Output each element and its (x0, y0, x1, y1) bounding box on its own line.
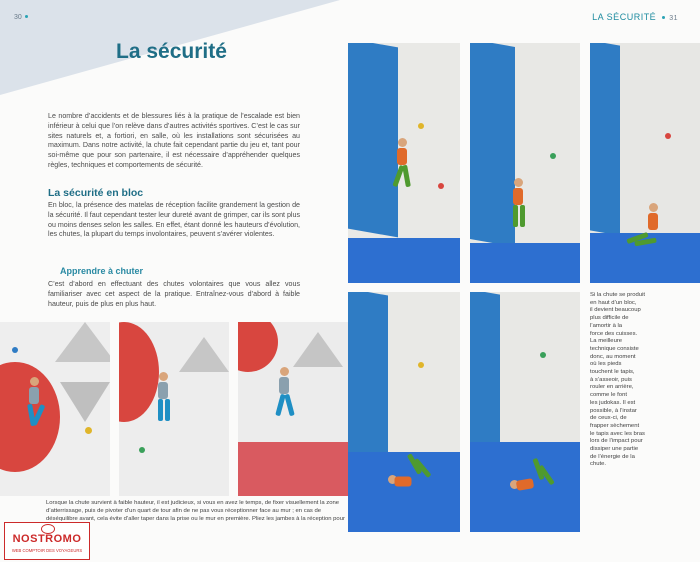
blue-wall (348, 43, 398, 237)
bottom-caption: Lorsque la chute survient à faible hauteur, il est judicieux, si vous en avez le temps, de fixer visuellement la zone d’atterrissage, puis de pivoter d’un quart de tour afin de ne pas vous réceptionner face au mur ; en cas de déséquilibre avant, cela évite d’aller taper dans la prise ou le mur en première. Pliez les jambes à la réception pour (46, 500, 345, 522)
photo-middle-2 (470, 292, 580, 532)
page-title: La sécurité (116, 40, 227, 63)
subsection-paragraph: C’est d’abord en effectuant des chutes volontaires que vous allez vous familiariser avec cet aspect de la pratique. Entraînez-vous d’abord à faible hauteur, puis de plus en plus haut. (48, 280, 300, 308)
subsection-heading: Apprendre à chuter (60, 266, 144, 276)
photo-middle-1 (348, 292, 460, 532)
section-paragraph: En bloc, la présence des matelas de réception facilite grandement la gestion de la sécurité. Il faut cependant tester leur dureté avant de grimper, car ils sont plus ou moins denses selon les salles. En effet, étant donné les hauteurs d’évolution, les chutes, la plupart du temps involontaires, peuvent s’avérer violentes. (48, 201, 300, 239)
photo-bottom-3 (238, 322, 348, 496)
intro-paragraph: Le nombre d’accidents et de blessures liés à la pratique de l’escalade est bien inférieur à celui que l’on relève dans d’autres activités sportives. C’est le cas sur sites naturels et, a fortiori, en salle, où les installations sont sécurisées au maximum. Dans notre activité, la chute fait cependant partie du jeu et, tant pour soi-même que pour son partenaire, il est nécessaire d’appréhender quelques règles, techniques et comportements de sécurité. (48, 112, 300, 169)
watermark-logo: NOSTROMO WEB COMPTOIR DES VOYAGEURS (4, 522, 90, 560)
side-caption: Si la chute se produit en haut d’un bloc, il devient beaucoup plus difficile de l’amortir à la force des cuisses. La meilleure technique consiste donc, au moment où les pieds touchent le tapis, à s’asseoir, puis rouler en arrière, comme le font les judokas. Il est possible, à l’instar de ceux-ci, de frapper sèchement le tapis avec les bras lors de l’impact pour dissiper une partie de l’énergie de la chute. (590, 292, 646, 468)
photo-top-1 (348, 43, 460, 283)
running-header: LA SÉCURITÉ 31 (592, 12, 678, 22)
photo-top-2 (470, 43, 580, 283)
photo-bottom-1 (0, 322, 110, 496)
left-page-number: 30 (14, 14, 31, 21)
section-heading: La sécurité en bloc (48, 187, 144, 199)
red-mat (238, 442, 348, 496)
blue-mat (348, 238, 460, 283)
photo-bottom-2 (119, 322, 229, 496)
photo-top-3 (590, 43, 700, 283)
